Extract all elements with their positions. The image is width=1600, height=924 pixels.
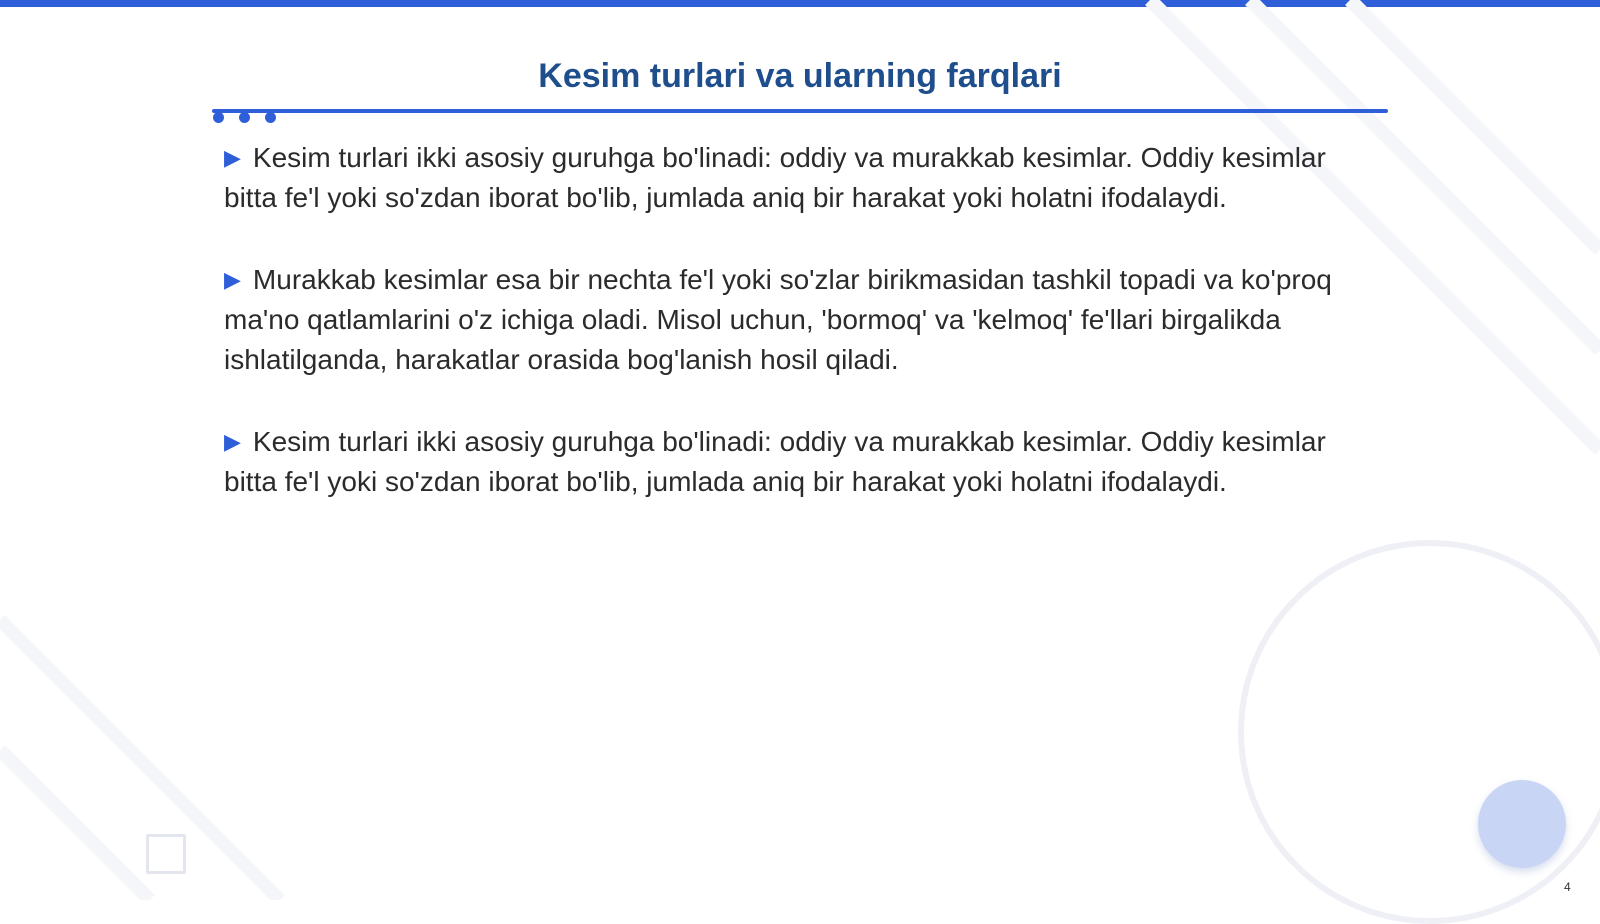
paragraph-text: Murakkab kesimlar esa bir nechta fe'l yoki so'zlar birikmasidan tashkil topadi va ko'proq ma'no qatlamlarini o'z ichiga oladi. Misol uchun, 'bormoq' va 'kelmoq' fe'llari birgalikda ishlatilganda, harakatlar orasida bog'lanish hosil qiladi. [224,264,1332,375]
bullet-paragraph-2 [224,260,1384,380]
title-dot-2 [239,112,250,123]
title-dot-3 [265,112,276,123]
bullet-arrow-icon: ▶ [224,145,241,170]
decorative-circle-icon [1478,780,1566,868]
page-number: 4 [1564,880,1571,894]
title-dot-1 [213,112,224,123]
title-underline [212,109,1388,113]
bullet-arrow-icon: ▶ [224,429,241,454]
decorative-ring-icon [1238,540,1600,924]
paragraph-text: Kesim turlari ikki asosiy guruhga bo'linadi: oddiy va murakkab kesimlar. Oddiy kesimlar bitta fe'l yoki so'zdan iborat bo'lib, jumlada aniq bir harakat yoki holatni ifodalaydi. [224,142,1326,213]
bullet-arrow-icon: ▶ [224,267,241,292]
slide-title: Kesim turlari va ularning farqlari [538,57,1062,95]
paragraph-text: Kesim turlari ikki asosiy guruhga bo'linadi: oddiy va murakkab kesimlar. Oddiy kesimlar bitta fe'l yoki so'zdan iborat bo'lib, jumlada aniq bir harakat yoki holatni ifodalaydi. [224,426,1326,497]
decorative-square-icon [146,834,186,874]
bullet-paragraph-3 [224,422,1384,502]
bullet-paragraph-1 [224,138,1384,218]
bullet-list [224,138,1384,544]
